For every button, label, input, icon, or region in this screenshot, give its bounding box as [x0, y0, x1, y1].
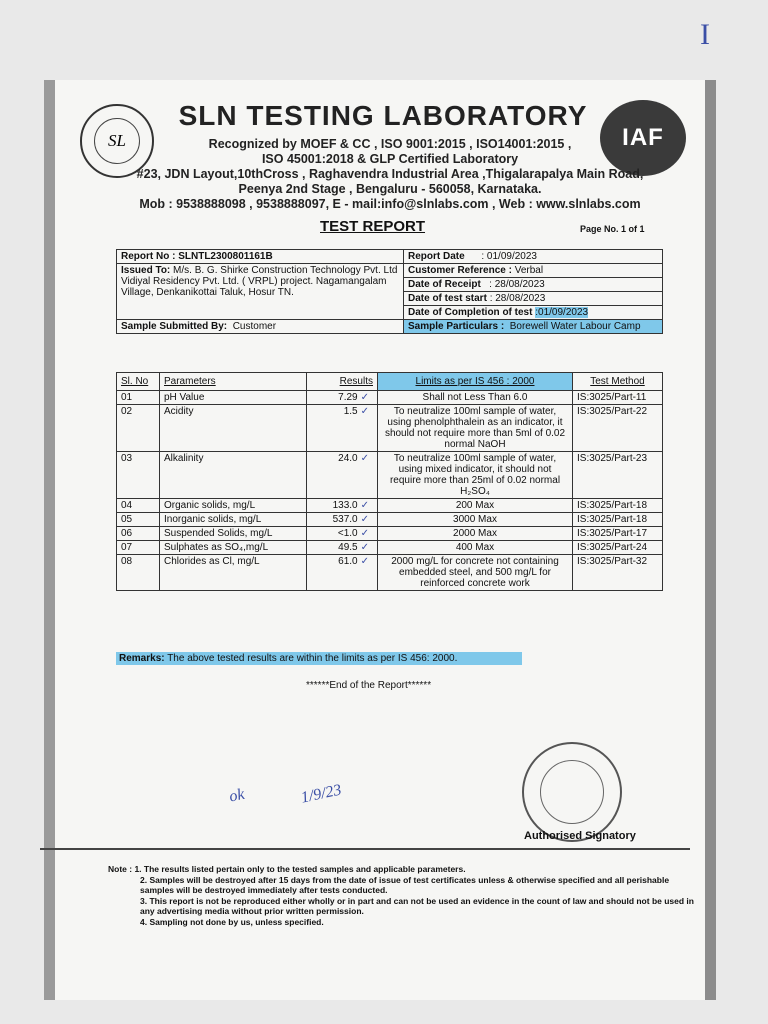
recognition-line-2: ISO 45001:2018 & GLP Certified Laboratory — [261, 152, 519, 166]
result-cell — [307, 499, 378, 513]
limit-cell-text: 400 Max — [455, 542, 495, 553]
sample-submitted-cell: Sample Submitted By: Customer — [117, 320, 404, 334]
test-method-cell — [573, 555, 663, 591]
col-header-test-method: Test Method — [573, 373, 663, 391]
results-body — [117, 391, 663, 591]
end-of-report: ******End of the Report****** — [306, 680, 432, 691]
result-cell-text: 1.5 — [343, 406, 358, 417]
report-date-cell: Report Date : 01/09/2023 — [404, 250, 663, 264]
table-row — [117, 527, 663, 541]
parameter-cell — [160, 555, 307, 591]
sl-no-cell-text: 05 — [121, 514, 133, 525]
test-method-cell — [573, 541, 663, 555]
parameter-cell-text: Alkalinity — [164, 453, 204, 464]
limit-cell — [378, 527, 573, 541]
check-mark-icon: ✓ — [360, 542, 369, 553]
sample-particulars-cell: Sample Particulars : Borewell Water Labour Camp — [404, 320, 663, 334]
note-item-4: 4. Sampling not done by us, unless specified. — [140, 916, 324, 927]
limit-cell-text: To neutralize 100ml sample of water, using mixed indicator, it should not require more than 25ml of 0.02 normal H₂SO₄ — [389, 453, 561, 497]
sl-no-cell-text: 07 — [121, 542, 133, 553]
col-header-parameters: Parameters — [160, 373, 307, 391]
parameter-cell — [160, 499, 307, 513]
note-item-2: 2. Samples will be destroyed after 15 days from the date of issue of test certificates unless & otherwise specified and all perishable samples will be destroyed immediately after tests conducted. — [140, 874, 670, 895]
handwriting-line-1: ok — [227, 785, 246, 806]
report-title: TEST REPORT — [320, 218, 426, 235]
sl-no-cell — [117, 527, 160, 541]
sl-no-cell — [117, 391, 160, 405]
limit-cell-text: 3000 Max — [453, 514, 497, 525]
limit-cell-text: Shall not Less Than 6.0 — [422, 392, 528, 403]
limit-cell-text: 2000 Max — [453, 528, 497, 539]
test-method-cell-text: IS:3025/Part-18 — [577, 514, 648, 525]
sl-no-cell — [117, 555, 160, 591]
limit-cell — [378, 405, 573, 452]
result-cell — [307, 513, 378, 527]
result-cell — [307, 405, 378, 452]
check-mark-icon: ✓ — [360, 500, 369, 511]
results-table — [116, 372, 663, 591]
parameter-cell — [160, 527, 307, 541]
sl-no-cell-text: 04 — [121, 500, 133, 511]
limit-cell — [378, 541, 573, 555]
result-cell-text: 49.5 — [338, 542, 358, 553]
parameter-cell-text: Inorganic solids, mg/L — [164, 514, 262, 525]
table-row — [117, 452, 663, 499]
test-method-cell-text: IS:3025/Part-23 — [577, 453, 648, 464]
check-mark-icon: ✓ — [360, 528, 369, 539]
parameter-cell — [160, 452, 307, 499]
test-method-cell — [573, 499, 663, 513]
parameter-cell — [160, 541, 307, 555]
parameter-cell — [160, 513, 307, 527]
limit-cell — [378, 555, 573, 591]
check-mark-icon: ✓ — [360, 556, 369, 567]
note-item-3: 3. This report is not be reproduced either wholly or in part and can not be used an evidence in the count of law and should not be used in any advertising media without prior written permission. — [140, 895, 694, 916]
note-item-1: Note : 1. The results listed pertain only to the tested samples and applicable parameters. — [108, 864, 466, 874]
lab-stamp — [522, 742, 622, 842]
address-line-1: #23, JDN Layout,10thCross , Raghavendra Industrial Area ,Thigalarapalya Main Road, — [136, 167, 644, 181]
test-method-cell-text: IS:3025/Part-32 — [577, 556, 648, 567]
parameter-cell — [160, 405, 307, 452]
test-method-cell-text: IS:3025/Part-18 — [577, 500, 648, 511]
test-method-cell-text: IS:3025/Part-22 — [577, 406, 648, 417]
limit-cell-text: To neutralize 100ml sample of water, using phenolphthalein as an indicator, it should not require more than 5ml of 0.02 normal NaOH — [384, 406, 566, 450]
parameter-cell-text: Organic solids, mg/L — [164, 500, 256, 511]
date-of-completion-cell: Date of Completion of test :01/09/2023 — [404, 306, 663, 320]
page-number: Page No. 1 of 1 — [580, 224, 645, 234]
result-cell — [307, 452, 378, 499]
iaf-logo-text: IAF — [622, 124, 664, 151]
result-cell-text: 537.0 — [332, 514, 358, 525]
table-row — [117, 555, 663, 591]
lab-name: SLN TESTING LABORATORY — [178, 100, 588, 131]
check-mark-icon: ✓ — [360, 392, 369, 403]
limit-cell — [378, 499, 573, 513]
handwriting-line-2: 1/9/23 — [299, 781, 344, 807]
result-cell — [307, 541, 378, 555]
limit-cell — [378, 391, 573, 405]
col-header-sl-no: Sl. No — [117, 373, 160, 391]
test-method-cell — [573, 513, 663, 527]
table-row — [117, 541, 663, 555]
result-cell-text: 133.0 — [332, 500, 358, 511]
check-mark-icon: ✓ — [360, 453, 369, 464]
result-cell — [307, 555, 378, 591]
test-method-cell — [573, 405, 663, 452]
sl-no-cell — [117, 405, 160, 452]
parameter-cell-text: Suspended Solids, mg/L — [164, 528, 273, 539]
lab-stamp-inner-ring — [540, 760, 604, 824]
test-method-cell-text: IS:3025/Part-24 — [577, 542, 648, 553]
date-of-test-start-cell: Date of test start : 28/08/2023 — [404, 292, 663, 306]
check-mark-icon: ✓ — [360, 514, 369, 525]
test-method-cell-text: IS:3025/Part-17 — [577, 528, 648, 539]
sl-no-cell-text: 01 — [121, 392, 133, 403]
limit-cell — [378, 452, 573, 499]
sl-no-cell-text: 06 — [121, 528, 133, 539]
sl-no-cell — [117, 452, 160, 499]
corner-page-mark: I — [700, 18, 710, 51]
sl-no-cell-text: 02 — [121, 406, 133, 417]
table-row — [117, 499, 663, 513]
report-no-cell: Report No : SLNTL2300801161B — [117, 250, 404, 264]
limit-cell-text: 200 Max — [455, 500, 495, 511]
parameter-cell-text: pH Value — [164, 392, 205, 403]
date-of-receipt-cell: Date of Receipt : 28/08/2023 — [404, 278, 663, 292]
col-header-limits: Limits as per IS 456 : 2000 — [378, 373, 573, 391]
authorised-signatory: Authorised Signatory — [524, 830, 636, 842]
limit-cell — [378, 513, 573, 527]
notes-section — [108, 864, 698, 927]
address-line-2: Peenya 2nd Stage , Bengaluru - 560058, Karnataka. — [238, 182, 542, 196]
sl-no-cell — [117, 499, 160, 513]
test-method-cell — [573, 527, 663, 541]
report-info-table — [116, 249, 663, 334]
result-cell-text: 61.0 — [338, 556, 358, 567]
sl-no-cell — [117, 513, 160, 527]
sl-no-cell-text: 08 — [121, 556, 133, 567]
result-cell-text: <1.0 — [337, 528, 358, 539]
lab-logo-emblem: SL — [94, 118, 140, 164]
contact-line: Mob : 9538888098 , 9538888097, E - mail:info@slnlabs.com , Web : www.slnlabs.com — [139, 197, 641, 211]
sl-no-cell-text: 03 — [121, 453, 133, 464]
notes-divider — [40, 848, 690, 850]
parameter-cell-text: Chlorides as Cl, mg/L — [164, 556, 260, 567]
sl-no-cell — [117, 541, 160, 555]
test-method-cell — [573, 391, 663, 405]
parameter-cell — [160, 391, 307, 405]
check-mark-icon: ✓ — [360, 406, 369, 417]
table-row — [117, 513, 663, 527]
test-method-cell-text: IS:3025/Part-11 — [577, 392, 647, 403]
limit-cell-text: 2000 mg/L for concrete not containing embedded steel, and 500 mg/L for reinforced concrete work — [391, 556, 559, 589]
parameter-cell-text: Sulphates as SO₄,mg/L — [164, 542, 269, 553]
scan-edge-left — [44, 80, 55, 1000]
table-row — [117, 405, 663, 452]
customer-reference-cell: Customer Reference : Verbal — [404, 264, 663, 278]
result-cell — [307, 391, 378, 405]
recognition-line-1: Recognized by MOEF & CC , ISO 9001:2015 , ISO14001:2015 , — [208, 137, 572, 151]
result-cell-text: 7.29 — [338, 392, 358, 403]
result-cell — [307, 527, 378, 541]
issued-to-cell: Issued To: M/s. B. G. Shirke Construction Technology Pvt. Ltd Vidiyal Residency Pvt. Ltd. ( VRPL) project. Nagamangalam Village, Denkanikottai Taluk, Hosur TN. — [117, 264, 404, 320]
col-header-results: Results — [307, 373, 378, 391]
test-method-cell — [573, 452, 663, 499]
scan-edge-right — [705, 80, 716, 1000]
result-cell-text: 24.0 — [338, 453, 358, 464]
table-row — [117, 391, 663, 405]
parameter-cell-text: Acidity — [164, 406, 194, 417]
remarks: Remarks: The above tested results are within the limits as per IS 456: 2000. — [116, 652, 522, 665]
